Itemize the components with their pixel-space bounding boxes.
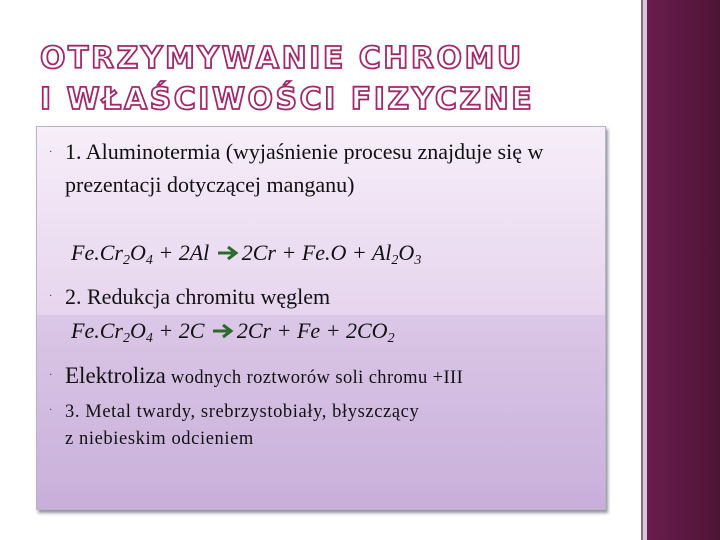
eq-subscript: 4 xyxy=(145,253,153,268)
properties-line-1: 3. Metal twardy, srebrzystobiały, błyszczący xyxy=(65,402,420,422)
equation-aluminothermy xyxy=(71,240,421,266)
content-panel xyxy=(36,126,606,510)
bullet-icon: · xyxy=(49,370,53,381)
eq-subscript: 2 xyxy=(391,253,399,268)
title-line-2: I WŁAŚCIWOŚCI FIZYCZNE xyxy=(40,82,535,117)
bullet-icon: · xyxy=(49,147,53,158)
eq-subscript: 2 xyxy=(122,331,130,346)
eq-term: Fe.Cr xyxy=(71,318,123,343)
eq-term: Fe.Cr xyxy=(71,240,123,265)
eq-subscript: 2 xyxy=(387,331,395,346)
eq-term: + 2Al xyxy=(152,240,215,265)
eq-term: O xyxy=(129,318,146,343)
list-item-text: 1. Aluminotermia (wyjaśnienie procesu znajduje się w prezentacji dotyczącej manganu) xyxy=(65,139,544,197)
electrolysis-detail: wodnych roztworów soli chromu +III xyxy=(165,368,464,388)
reaction-arrow-icon xyxy=(217,245,241,261)
eq-term: + 2C xyxy=(152,318,210,343)
reaction-arrow-icon xyxy=(212,323,236,339)
list-item-text xyxy=(65,399,597,453)
equation-carbon-reduction xyxy=(71,318,395,344)
eq-term: O xyxy=(129,240,146,265)
eq-term: O xyxy=(398,240,415,265)
bullet-icon: · xyxy=(49,405,53,416)
bullet-icon: · xyxy=(49,291,53,302)
eq-subscript: 3 xyxy=(414,253,422,268)
list-item-text xyxy=(65,361,597,394)
slide-title xyxy=(40,38,600,120)
eq-subscript: 2 xyxy=(122,253,130,268)
electrolysis-label: Elektroliza xyxy=(65,363,166,388)
list-item-text: 2. Redukcja chromitu węglem xyxy=(65,284,331,309)
eq-term: 2Cr + Fe + 2CO xyxy=(236,318,388,343)
title-line-1: OTRZYMYWANIE CHROMU xyxy=(40,41,524,76)
side-stripe-dark xyxy=(647,0,720,540)
properties-line-2: z niebieskim odcieniem xyxy=(65,429,254,449)
eq-term: 2Cr + Fe.O + Al xyxy=(241,240,392,265)
eq-subscript: 4 xyxy=(145,331,153,346)
